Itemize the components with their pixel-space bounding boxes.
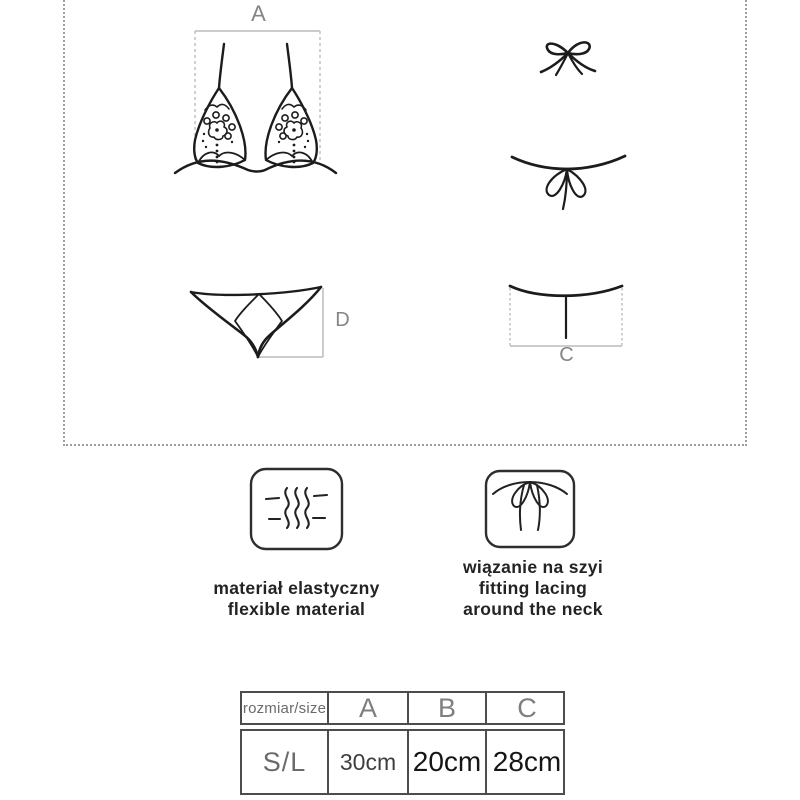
cell-measure-a: 30cm: [329, 731, 409, 793]
header-cell-c: C: [517, 693, 537, 723]
feature-line: fitting lacing: [478, 578, 588, 598]
dimension-label-d: D: [335, 309, 351, 331]
cell-measure-c: 28cm: [492, 746, 562, 777]
panty-front-drawing: [178, 278, 348, 368]
feature-caption-lacing: [423, 557, 643, 620]
bra-left-cup: [194, 88, 245, 167]
header-cell-size-label: rozmiar/size: [242, 693, 329, 723]
neck-tie-bow: [541, 42, 595, 75]
size-table: [240, 691, 565, 795]
cell-measure-b: 20cm: [409, 731, 487, 793]
diagram-dotted-frame: [63, 0, 747, 446]
size-table-data-row: [240, 729, 565, 795]
feature-line: materiał elastyczny: [213, 578, 380, 598]
header-cell-a: A: [329, 693, 409, 723]
bra-right-cup: [266, 88, 317, 167]
feature-line: wiązanie na szyi: [463, 557, 603, 577]
feature-line: flexible material: [227, 599, 366, 619]
elastic-material-icon: [249, 467, 344, 551]
bra-back-ties-drawing: [505, 30, 635, 215]
panty-back-strap-drawing: [500, 278, 635, 353]
bra-front-drawing: [170, 24, 355, 179]
feature-caption-elastic: [179, 578, 414, 620]
size-table-header-row: [240, 691, 565, 725]
dimension-label-a: A: [251, 1, 267, 26]
header-cell-b: B: [409, 693, 487, 723]
cell-size-value: S/L: [242, 731, 329, 793]
dimension-label-c: C: [559, 344, 575, 366]
neck-lacing-bow-icon: [484, 469, 576, 549]
feature-line: around the neck: [463, 599, 603, 619]
back-strap-bow: [512, 156, 625, 209]
